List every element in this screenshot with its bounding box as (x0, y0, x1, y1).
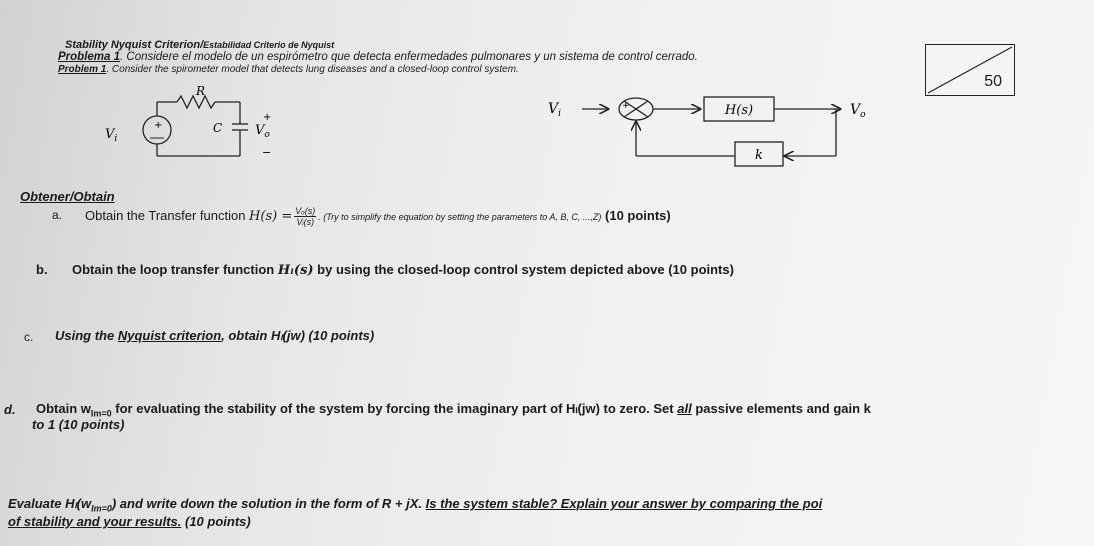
question-e-text: Evaluate Hₗ(w (8, 496, 92, 511)
question-b-func: Hₗ(s) (277, 263, 314, 278)
score-value: 50 (984, 73, 1002, 90)
question-a-text: Obtain the Transfer function (85, 207, 250, 223)
fraction-denominator: Vᵢ(s) (296, 217, 315, 227)
question-a (85, 206, 671, 227)
source-plus: + (154, 120, 163, 131)
question-d-line2: to 1 (10 points) (32, 417, 125, 432)
block-diagram (540, 92, 890, 172)
output-minus: − (262, 146, 272, 159)
title-en: Stability Nyquist Criterion/ (65, 39, 204, 51)
nyquist-criterion-link: Nyquist criterion (117, 328, 222, 343)
question-c-text-after: , obtain Hₗ(jw) (10 points) (221, 328, 375, 343)
question-e (8, 496, 822, 514)
question-b-text: Obtain the loop transfer function (72, 262, 278, 277)
question-c-letter: c. (24, 330, 34, 344)
question-a-fraction (294, 206, 316, 227)
question-a-note: . (Try to simplify the equation by setting the parameters to A, B, C, ...,Z) (318, 211, 602, 222)
question-d-text: Obtain w (36, 401, 91, 416)
title-es: Estabilidad Criterio de Nyquist (203, 40, 335, 50)
question-e-text-mid: ) and write down the solution in the form of R + jX. (111, 496, 426, 511)
question-c-text: Using the (55, 328, 118, 343)
sum-plus-sign: + (622, 101, 630, 111)
question-e-line2 (8, 514, 251, 529)
problem-label-en: Problem 1 (58, 64, 107, 75)
question-d (36, 401, 871, 419)
circuit-input-label: $V_i$ (105, 127, 118, 144)
question-e-points: (10 points) (181, 514, 251, 529)
block-output-label: $V_o$ (850, 102, 866, 120)
circuit-output-label: $V_o$ (255, 123, 270, 140)
problem-text-en: . Consider the spirometer model that detects lung diseases and a closed-loop control system. (106, 64, 519, 75)
page-title (65, 39, 334, 51)
question-b-text-after: by using the closed-loop control system depicted above (10 points) (313, 262, 734, 277)
problem-label-es: Problema 1 (58, 51, 120, 63)
resistor-label: R (196, 84, 206, 98)
feedback-block-label: k (755, 148, 763, 163)
forward-block-label: H(s) (724, 103, 754, 118)
problem-text-es: . Considere el modelo de un espirómetro que detecta enfermedades pulmonares y un sistema de control cerrado. (120, 51, 698, 63)
question-b (72, 262, 734, 278)
question-a-letter: a. (52, 208, 63, 222)
question-a-func: H(s) = (249, 208, 293, 224)
question-e-subscript: Im=0 (91, 503, 112, 514)
question-d-subscript: Im=0 (90, 408, 112, 419)
output-plus: + (263, 112, 272, 123)
score-box (925, 44, 1015, 96)
fraction-numerator: Vₒ(s) (295, 206, 316, 216)
problem-statement-en (58, 64, 519, 75)
question-a-points: (10 points) (601, 207, 671, 223)
question-e-stability-question: Is the system stable? Explain your answer by comparing the poi (425, 496, 823, 511)
question-d-text-mid: for evaluating the stability of the system by forcing the imaginary part of Hₗ(jw) to zero. Set (111, 401, 678, 416)
question-d-all: all (677, 401, 692, 416)
question-b-letter: b. (36, 262, 48, 277)
question-d-text-after: passive elements and gain k (691, 401, 871, 416)
block-input-label: $V_i$ (548, 101, 562, 119)
question-e-stability-continued: of stability and your results. (8, 514, 182, 529)
question-d-letter: d. (4, 402, 16, 417)
capacitor-label: C (213, 121, 223, 135)
section-heading: Obtener/Obtain (20, 189, 115, 204)
rc-circuit-diagram (95, 84, 295, 164)
problem-statement-es (58, 51, 698, 63)
question-c (55, 328, 374, 344)
